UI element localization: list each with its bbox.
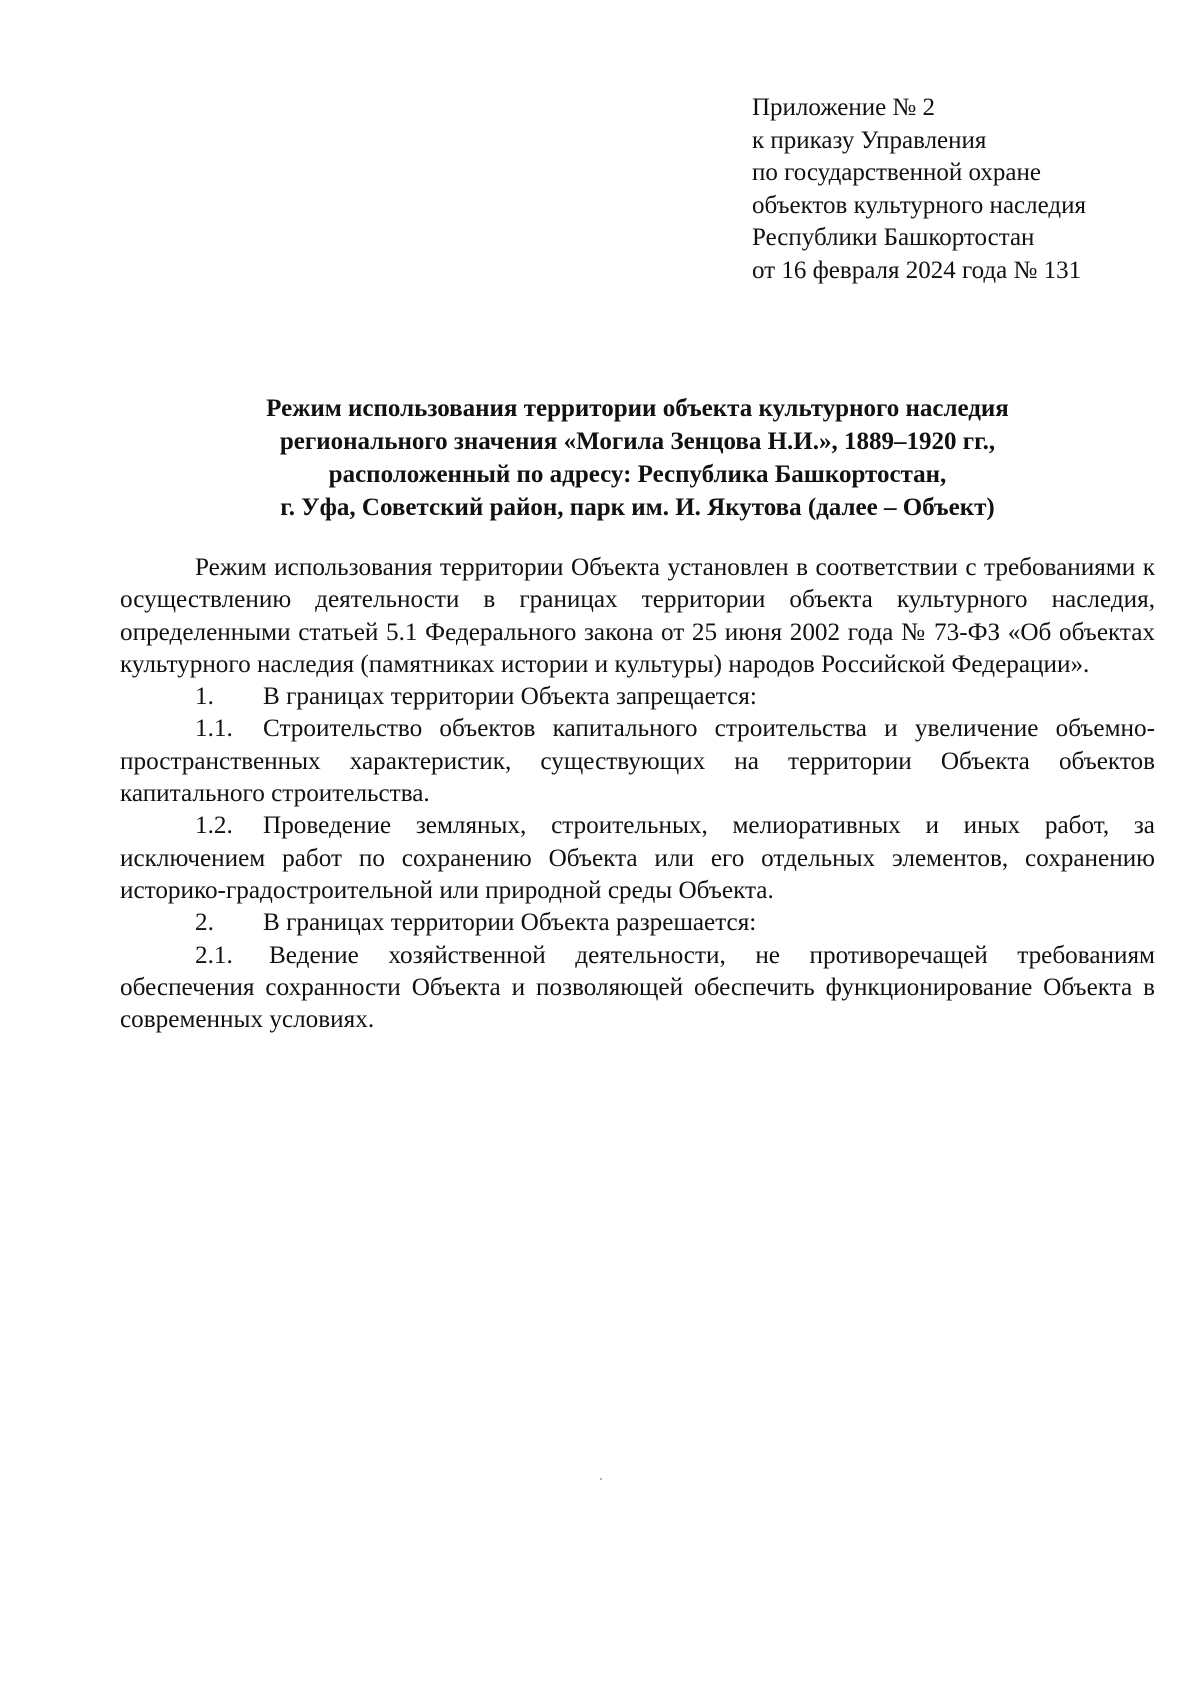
document-body (120, 552, 1155, 1036)
clause-2-1 (120, 940, 1155, 1037)
clause-1-1 (120, 713, 1155, 810)
clause-text: В границах территории Объекта разрешается: (263, 909, 757, 937)
appendix-line: по государственной охране (752, 159, 1042, 187)
appendix-line: к приказу Управления (752, 126, 987, 154)
intro-paragraph: Режим использования территории Объекта установлен в соответствии с требованиями к осуществлению деятельности в границах территории объекта культурного наследия, определенными статьей 5.1 Федерального закона от 25 июня 2002 года № 73-ФЗ «Об объектах культурного наследия (памятниках истории и культуры) народов Российской Федерации». (120, 554, 1155, 678)
title-line: регионального значения «Могила Зенцова Н.И.», 1889–1920 гг., (279, 428, 996, 455)
clause-text: Строительство объектов капитального строительства и увеличение объемно-пространственных характеристик, существующих на территории Объекта объектов капитального строительства. (120, 715, 1155, 808)
clause-1 (120, 681, 1155, 713)
document-title (120, 392, 1155, 524)
title-line: Режим использования территории объекта культурного наследия (266, 395, 1009, 422)
appendix-line: объектов культурного наследия (752, 191, 1086, 219)
clause-text: В границах территории Объекта запрещается: (263, 683, 757, 711)
title-line: расположенный по адресу: Республика Башкортостан, (328, 461, 947, 488)
clause-number: 1.2. (195, 812, 233, 840)
appendix-line: Республики Башкортостан (752, 224, 1035, 252)
scan-speck (600, 1478, 602, 1480)
clause-1-2 (120, 810, 1155, 907)
clause-text: Проведение земляных, строительных, мелиоративных и иных работ, за исключением работ по сохранению Объекта или его отдельных элементов, сохранению историко-градостроительной или природной среды Объекта. (120, 812, 1155, 904)
clause-number: 2. (195, 909, 214, 937)
clause-number: 2.1. (195, 941, 233, 969)
clause-number: 1.1. (195, 715, 233, 743)
title-line: г. Уфа, Советский район, парк им. И. Якутова (далее – Объект) (280, 494, 995, 521)
clause-text: Ведение хозяйственной деятельности, не противоречащей требованиям обеспечения сохранности Объекта и позволяющей обеспечить функционирование Объекта в современных условиях. (120, 941, 1155, 1034)
appendix-line: Приложение № 2 (752, 94, 936, 121)
clause-2 (120, 907, 1155, 939)
appendix-header (752, 92, 1172, 288)
appendix-line: от 16 февраля 2024 года № 131 (752, 256, 1082, 284)
clause-number: 1. (195, 683, 214, 711)
